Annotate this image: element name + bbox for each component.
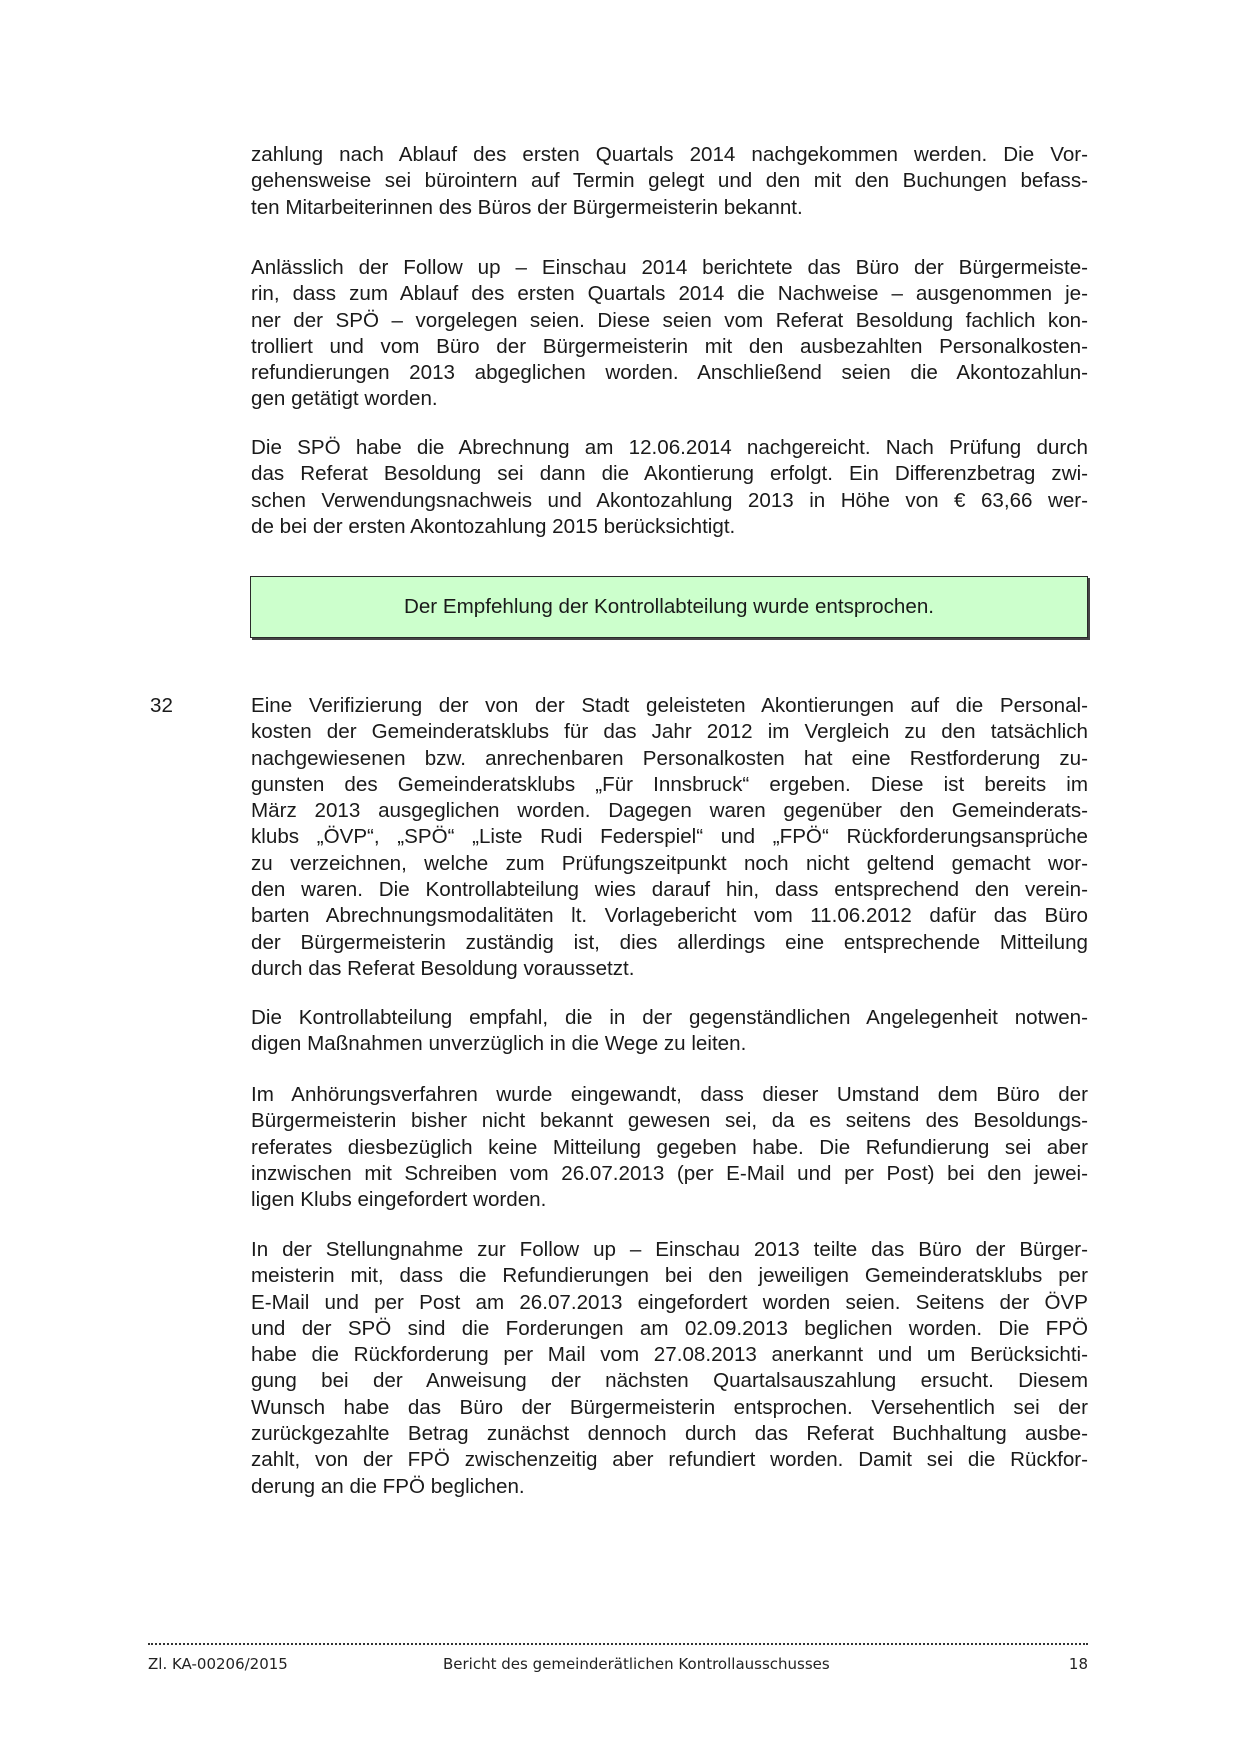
text-line: gunsten des Gemeinderatsklubs „Für Innsbruck“ ergeben. Diese ist bereits im xyxy=(251,772,1088,796)
text-line: Anlässlich der Follow up – Einschau 2014 berichtete das Büro der Bürgermeiste- xyxy=(251,256,1088,279)
page-footer xyxy=(148,1655,1088,1679)
text-line: durch das Referat Besoldung voraussetzt. xyxy=(251,956,635,980)
text-line: barten Abrechnungsmodalitäten lt. Vorlagebericht vom 11.06.2012 dafür das Büro xyxy=(251,904,1088,928)
text-line: ligen Klubs eingefordert worden. xyxy=(251,1188,547,1212)
text-line: gung bei der Anweisung der nächsten Quartalsauszahlung ersucht. Diesem xyxy=(251,1369,1088,1393)
text-line: referates diesbezüglich keine Mitteilung gegeben habe. Die Refundierung sei aber xyxy=(251,1135,1088,1159)
text-line: Im Anhörungsverfahren wurde eingewandt, dass dieser Umstand dem Büro der xyxy=(251,1083,1088,1106)
text-line: habe die Rückforderung per Mail vom 27.08.2013 anerkannt und um Berücksichti- xyxy=(251,1343,1088,1367)
text-line: Die Kontrollabteilung empfahl, die in der gegenständlichen Angelegenheit notwen- xyxy=(251,1006,1088,1029)
text-line: zu verzeichnen, welche zum Prüfungszeitpunkt noch nicht geltend gemacht wor- xyxy=(251,851,1088,875)
text-line: zahlt, von der FPÖ zwischenzeitig aber refundiert worden. Damit sei die Rückfor- xyxy=(251,1448,1088,1472)
text-line: der Bürgermeisterin zuständig ist, dies allerdings eine entsprechende Mitteilung xyxy=(251,930,1088,954)
text-line: Die SPÖ habe die Abrechnung am 12.06.2014 nachgereicht. Nach Prüfung durch xyxy=(251,436,1088,459)
text-line: März 2013 ausgeglichen worden. Dagegen waren gegenüber den Gemeinderats- xyxy=(251,799,1088,823)
text-line: Eine Verifizierung der von der Stadt geleisteten Akontierungen auf die Personal- xyxy=(251,694,1088,717)
text-line: schen Verwendungsnachweis und Akontozahlung 2013 in Höhe von € 63,66 wer- xyxy=(251,488,1088,512)
text-line: E-Mail und per Post am 26.07.2013 eingefordert worden seien. Seitens der ÖVP xyxy=(251,1290,1088,1314)
text-line: zurückgezahlte Betrag zunächst dennoch durch das Referat Buchhaltung ausbe- xyxy=(251,1422,1088,1446)
footer-page-number: 18 xyxy=(1068,1655,1088,1673)
footer-reference: Zl. KA-00206/2015 xyxy=(148,1655,288,1673)
text-line: de bei der ersten Akontozahlung 2015 berücksichtigt. xyxy=(251,514,736,538)
paragraph xyxy=(251,255,1088,413)
text-line: digen Maßnahmen unverzüglich in die Wege zu leiten. xyxy=(251,1032,747,1056)
text-line: trolliert und vom Büro der Bürgermeisterin mit den ausbezahlten Personalkosten- xyxy=(251,334,1088,358)
paragraph xyxy=(251,142,1088,221)
text-line: ten Mitarbeiterinnen des Büros der Bürgermeisterin bekannt. xyxy=(251,195,803,219)
paragraph xyxy=(251,693,1088,982)
text-line: rin, dass zum Ablauf des ersten Quartals 2014 die Nachweise – ausgenommen je- xyxy=(251,282,1088,306)
recommendation-result-box xyxy=(250,576,1088,638)
text-line: nachgewiesenen bzw. anrechenbaren Personalkosten hat eine Restforderung zu- xyxy=(251,746,1088,770)
paragraph xyxy=(251,435,1088,540)
text-line: ner der SPÖ – vorgelegen seien. Diese seien vom Referat Besoldung fachlich kon- xyxy=(251,308,1088,332)
text-line: und der SPÖ sind die Forderungen am 02.09.2013 beglichen worden. Die FPÖ xyxy=(251,1316,1088,1340)
text-line: inzwischen mit Schreiben vom 26.07.2013 (per E-Mail und per Post) bei den jewei- xyxy=(251,1161,1088,1185)
text-line: Bürgermeisterin bisher nicht bekannt gewesen sei, da es seitens des Besoldungs- xyxy=(251,1109,1088,1133)
text-line: zahlung nach Ablauf des ersten Quartals 2014 nachgekommen werden. Die Vor- xyxy=(251,143,1088,166)
paragraph-number: 32 xyxy=(150,694,173,717)
paragraph xyxy=(251,1237,1088,1500)
footer-title: Bericht des gemeinderätlichen Kontrollausschusses xyxy=(443,1655,830,1673)
text-line: meisterin mit, dass die Refundierungen bei den jeweiligen Gemeinderatsklubs per xyxy=(251,1264,1088,1288)
paragraph xyxy=(251,1005,1088,1058)
text-line: gehensweise sei bürointern auf Termin gelegt und den mit den Buchungen befass- xyxy=(251,169,1088,193)
text-line: Wunsch habe das Büro der Bürgermeisterin entsprochen. Versehentlich sei der xyxy=(251,1395,1088,1419)
text-line: refundierungen 2013 abgeglichen worden. Anschließend seien die Akontozahlun- xyxy=(251,361,1088,385)
text-line: derung an die FPÖ beglichen. xyxy=(251,1474,525,1498)
recommendation-result-text: Der Empfehlung der Kontrollabteilung wurde entsprochen. xyxy=(403,595,935,618)
text-line: das Referat Besoldung sei dann die Akontierung erfolgt. Ein Differenzbetrag zwi- xyxy=(251,462,1088,486)
text-line: kosten der Gemeinderatsklubs für das Jahr 2012 im Vergleich zu den tatsächlich xyxy=(251,720,1088,744)
paragraph xyxy=(251,1082,1088,1213)
text-line: klubs „ÖVP“, „SPÖ“ „Liste Rudi Federspiel“ und „FPÖ“ Rückforderungsansprüche xyxy=(251,825,1088,849)
text-line: den waren. Die Kontrollabteilung wies darauf hin, dass entsprechend den verein- xyxy=(251,878,1088,902)
text-line: gen getätigt worden. xyxy=(251,387,438,411)
footer-divider xyxy=(148,1643,1088,1645)
text-line: In der Stellungnahme zur Follow up – Einschau 2013 teilte das Büro der Bürger- xyxy=(251,1238,1088,1261)
